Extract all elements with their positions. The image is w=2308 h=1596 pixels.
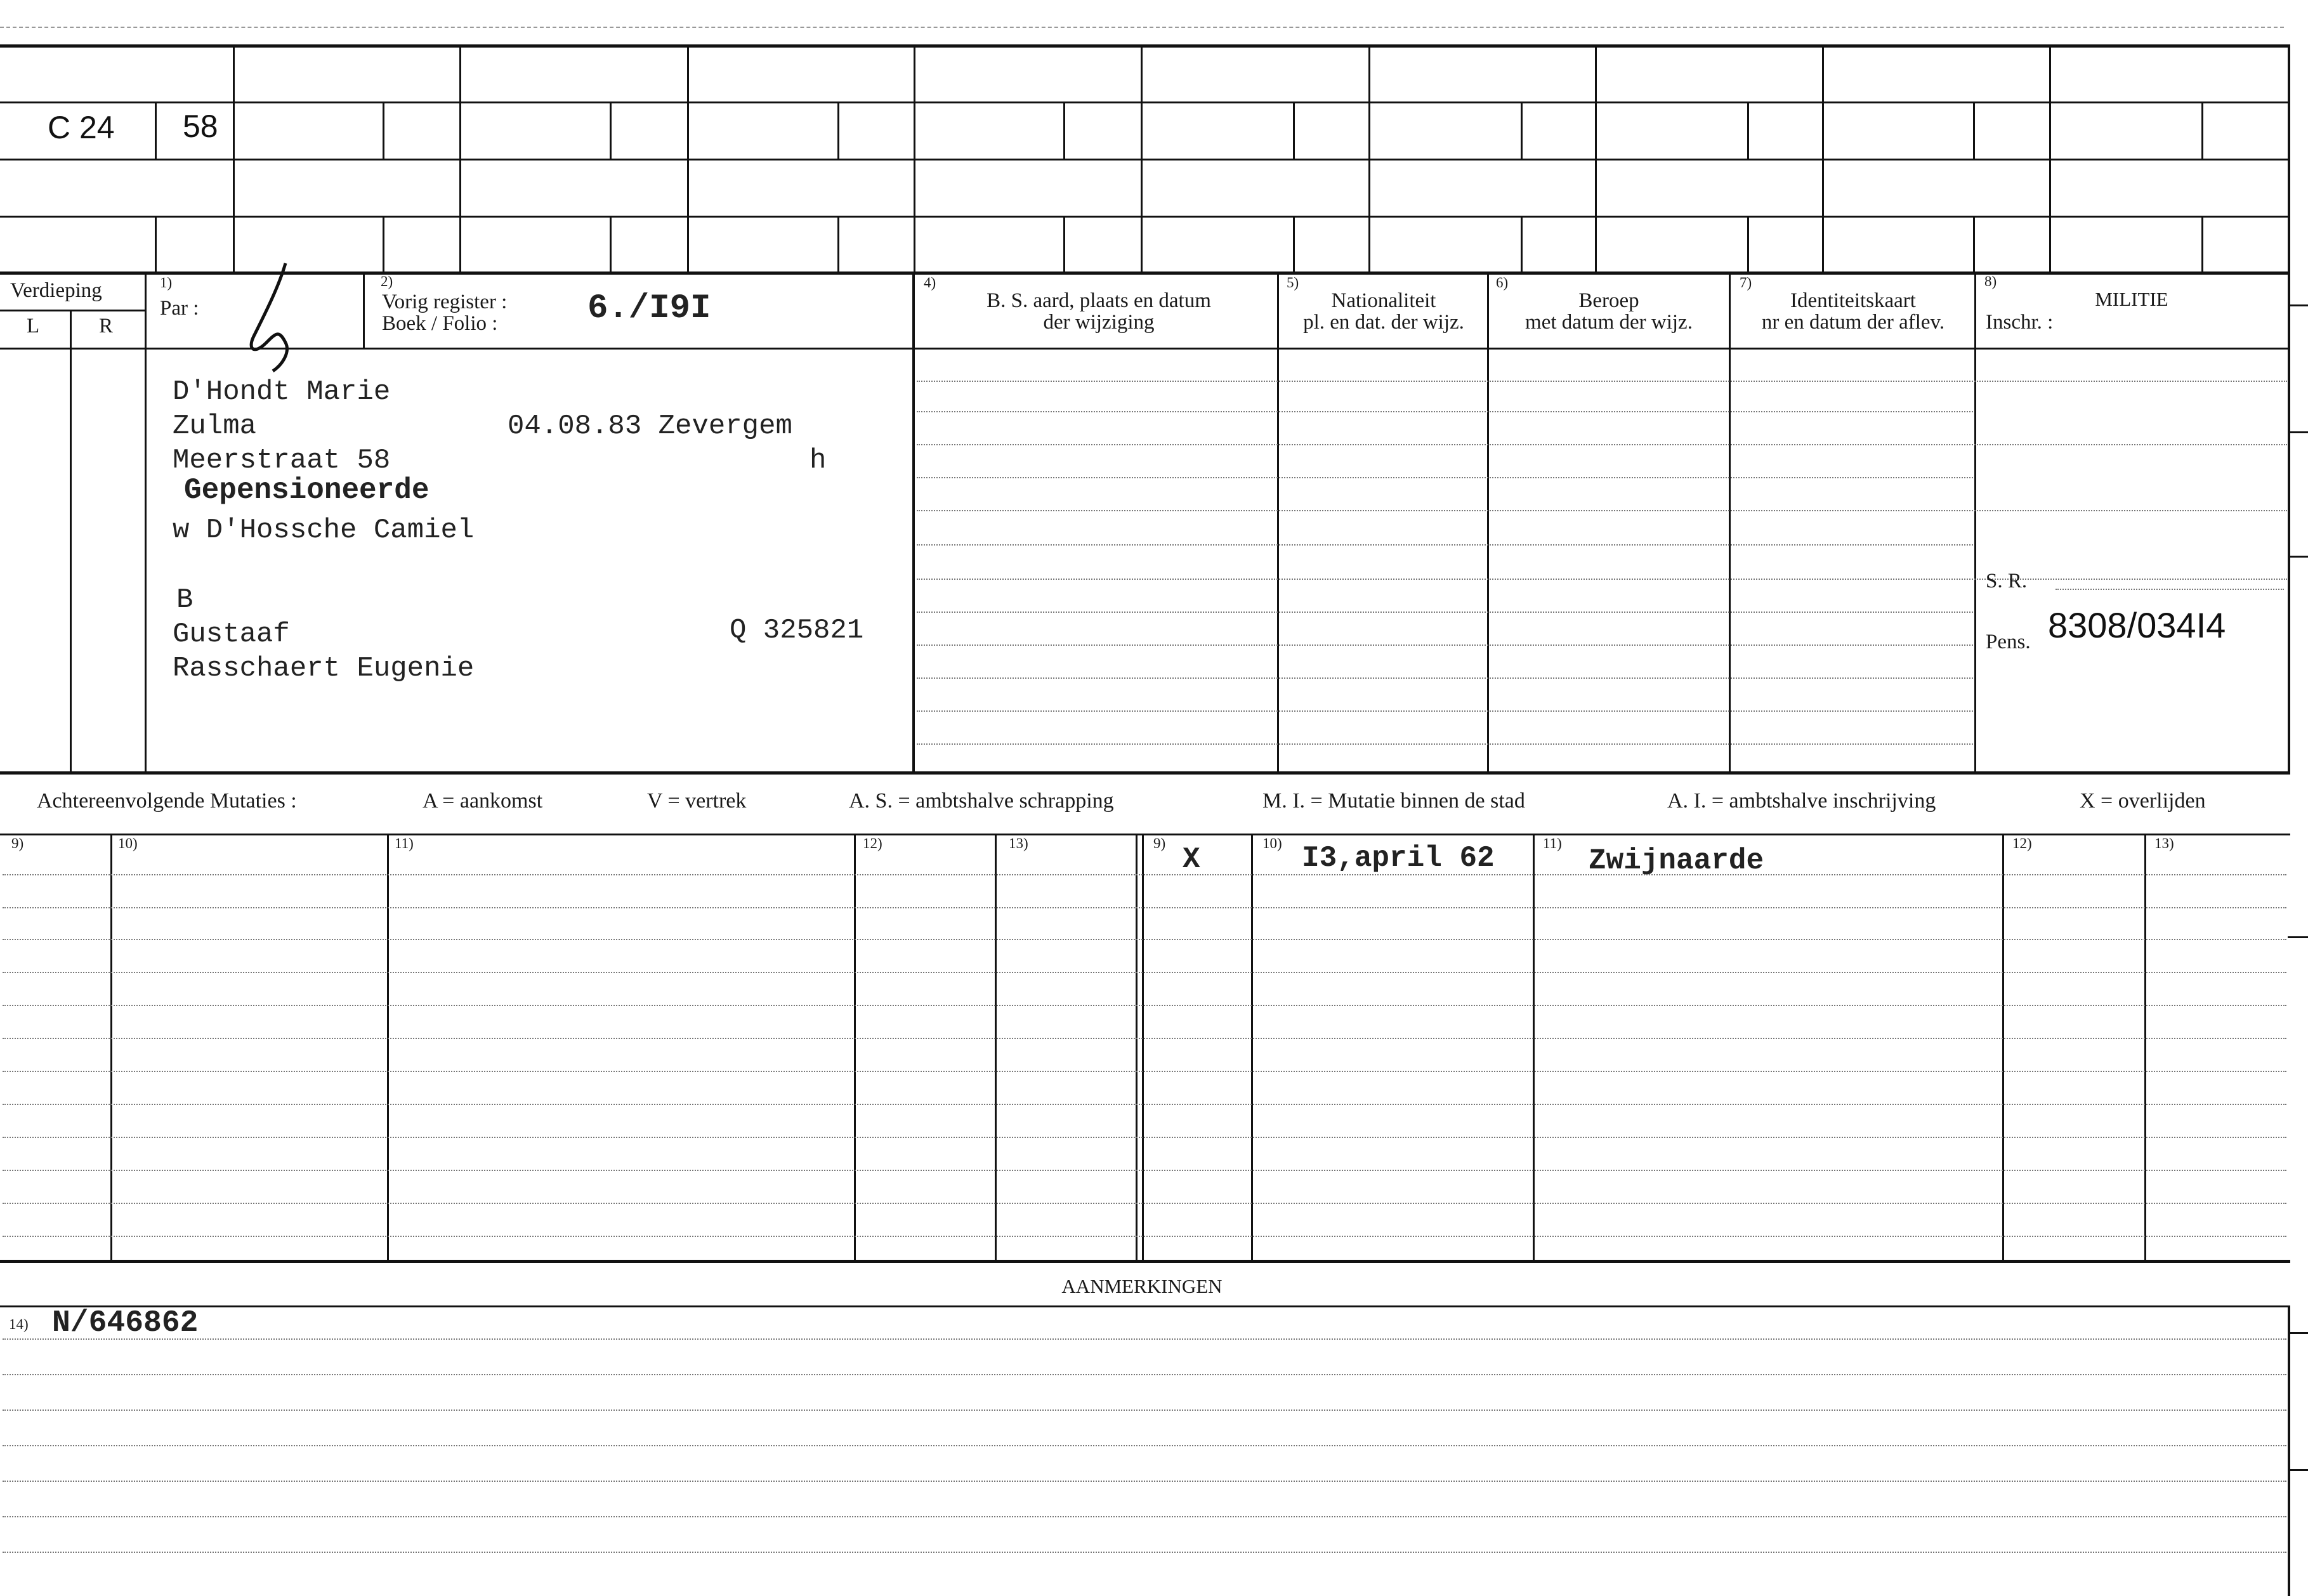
field-number-5: 5) (1287, 275, 1299, 291)
legend-a: A = aankomst (423, 789, 543, 813)
right-col-number-13: 13) (2154, 835, 2174, 851)
militie-title: MILITIE (2095, 288, 2168, 310)
address: Meerstraat 58 (173, 445, 391, 476)
left-column-label: L (27, 315, 40, 337)
verdieping-label: Verdieping (10, 279, 102, 302)
par-signature (241, 260, 317, 393)
spouse: w D'Hossche Camiel (173, 514, 475, 546)
col4-header-line2: der wijziging (1043, 311, 1155, 334)
mother-name: Rasschaert Eugenie (173, 653, 475, 684)
mutation-place: Zwijnaarde (1589, 844, 1764, 877)
field-number-2: 2) (381, 273, 393, 289)
col5-header-line1: Nationaliteit (1331, 289, 1436, 312)
legend-v: V = vertrek (647, 789, 747, 813)
remarks-title: AANMERKINGEN (1061, 1275, 1223, 1297)
col7-header-line1: Identiteitskaart (1790, 289, 1916, 312)
mutation-type: X (1183, 843, 1200, 876)
boek-folio-label: Boek / Folio : (382, 312, 498, 335)
field-number-4: 4) (924, 275, 936, 291)
remarks-field-number: 14) (9, 1316, 29, 1332)
right-col-number-12: 12) (2012, 835, 2032, 851)
field-number-1: 1) (160, 275, 173, 291)
right-col-number-11: 11) (1543, 835, 1562, 851)
right-col-number-10: 10) (1262, 835, 1282, 851)
col5-header-line2: pl. en dat. der wijz. (1303, 311, 1464, 334)
b-mark: B (176, 584, 193, 616)
field-number-7: 7) (1740, 275, 1752, 291)
field-number-8: 8) (1984, 273, 1997, 289)
top-grid-number: 58 (183, 108, 218, 144)
left-col-number-10: 10) (118, 835, 138, 851)
mutation-date: I3,april 62 (1302, 842, 1495, 875)
col4-header-line1: B. S. aard, plaats en datum (987, 289, 1211, 312)
occupation: Gepensioneerde (184, 474, 429, 507)
inschr-label: Inschr. : (1986, 311, 2054, 334)
legend-x: X = overlijden (2080, 789, 2206, 813)
left-col-number-12: 12) (863, 835, 882, 851)
pens-label: Pens. (1986, 631, 2031, 653)
left-col-number-9: 9) (11, 835, 24, 851)
id-number: Q 325821 (730, 615, 864, 646)
field-number-6: 6) (1496, 275, 1509, 291)
h-mark: h (810, 445, 827, 476)
col7-header-line2: nr en datum der aflev. (1761, 311, 1945, 334)
boek-folio-value: 6./I9I (587, 289, 711, 328)
remarks-value: N/646862 (52, 1306, 199, 1340)
col6-header-line2: met datum der wijz. (1525, 311, 1693, 334)
left-col-number-11: 11) (395, 835, 414, 851)
left-col-number-13: 13) (1009, 835, 1028, 851)
legend-title: Achtereenvolgende Mutaties : (37, 789, 297, 813)
sr-label: S. R. (1986, 570, 2028, 592)
pens-value: 8308/034I4 (2048, 605, 2226, 645)
right-column-label: R (99, 315, 114, 337)
legend-mi: M. I. = Mutatie binnen de stad (1262, 789, 1525, 813)
legend-ai: A. I. = ambtshalve inschrijving (1667, 789, 1936, 813)
birth-date-place: 04.08.83 Zevergem (508, 410, 792, 442)
par-label: Par : (160, 297, 199, 320)
top-grid-code: C 24 (48, 110, 115, 145)
legend-as: A. S. = ambtshalve schrapping (849, 789, 1114, 813)
right-col-number-9: 9) (1153, 835, 1166, 851)
father-name: Gustaaf (173, 618, 290, 650)
vorig-register-label: Vorig register : (382, 291, 508, 313)
person-name-line2: Zulma (173, 410, 257, 442)
person-name-line1: D'Hondt Marie (173, 376, 391, 408)
col6-header-line1: Beroep (1578, 289, 1639, 312)
